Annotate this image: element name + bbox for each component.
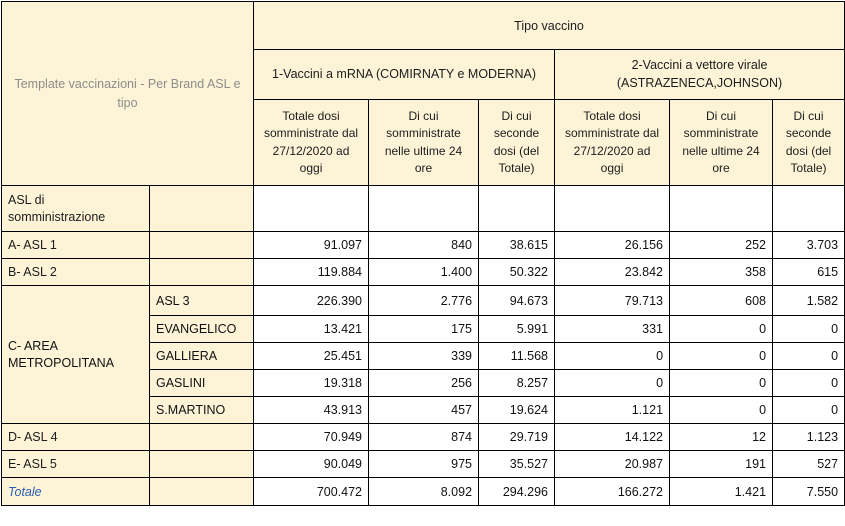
- section-blank-6: [773, 186, 845, 232]
- row-sublabel-evangelico: EVANGELICO: [150, 316, 254, 343]
- cell-smartino-mrna-24ore: 457: [369, 397, 479, 424]
- header-group-mrna: 1-Vaccini a mRNA (COMIRNATY e MODERNA): [254, 50, 555, 100]
- row-sublabel-asl5: [150, 451, 254, 478]
- cell-gaslini-virale-seconde: 0: [773, 370, 845, 397]
- cell-asl4-virale-seconde: 1.123: [773, 424, 845, 451]
- cell-smartino-mrna-seconde: 19.624: [479, 397, 555, 424]
- cell-asl3-mrna-seconde: 94.673: [479, 286, 555, 316]
- cell-asl5-mrna-totale: 90.049: [254, 451, 369, 478]
- cell-gaslini-virale-totale: 0: [555, 370, 670, 397]
- cell-asl1-virale-24ore: 252: [670, 232, 773, 259]
- row-sublabel-asl1: [150, 232, 254, 259]
- cell-smartino-virale-totale: 1.121: [555, 397, 670, 424]
- cell-asl5-virale-totale: 20.987: [555, 451, 670, 478]
- cell-asl4-mrna-24ore: 874: [369, 424, 479, 451]
- cell-asl2-virale-24ore: 358: [670, 259, 773, 286]
- cell-asl2-mrna-totale: 119.884: [254, 259, 369, 286]
- row-sublabel-totale: [150, 478, 254, 506]
- cell-asl2-mrna-seconde: 50.322: [479, 259, 555, 286]
- cell-smartino-virale-24ore: 0: [670, 397, 773, 424]
- section-blank-3: [479, 186, 555, 232]
- row-label-asl2: B- ASL 2: [2, 259, 150, 286]
- row-sublabel-asl2: [150, 259, 254, 286]
- section-blank-1: [254, 186, 369, 232]
- cell-totale-virale-totale: 166.272: [555, 478, 670, 506]
- section-label-asl-somministrazione: ASL di somministrazione: [2, 186, 150, 232]
- cell-evangelico-virale-24ore: 0: [670, 316, 773, 343]
- row-sublabel-asl3: ASL 3: [150, 286, 254, 316]
- cell-asl3-mrna-totale: 226.390: [254, 286, 369, 316]
- table-row-section-label: [2, 186, 845, 232]
- cell-galliera-mrna-seconde: 11.568: [479, 343, 555, 370]
- cell-asl1-virale-seconde: 3.703: [773, 232, 845, 259]
- cell-asl4-virale-24ore: 12: [670, 424, 773, 451]
- row-label-totale: Totale: [2, 478, 150, 506]
- row-label-asl4: D- ASL 4: [2, 424, 150, 451]
- cell-smartino-mrna-totale: 43.913: [254, 397, 369, 424]
- cell-galliera-virale-totale: 0: [555, 343, 670, 370]
- header-mrna-totale-dosi: Totale dosi somministrate dal 27/12/2020 ad oggi: [254, 100, 369, 186]
- section-blank-5: [670, 186, 773, 232]
- cell-evangelico-virale-seconde: 0: [773, 316, 845, 343]
- table-row-total: [2, 478, 845, 506]
- cell-asl2-virale-seconde: 615: [773, 259, 845, 286]
- table-corner-title: Template vaccinazioni - Per Brand ASL e tipo: [2, 2, 254, 186]
- cell-totale-mrna-24ore: 8.092: [369, 478, 479, 506]
- header-tipo-vaccino: Tipo vaccino: [254, 2, 845, 50]
- cell-totale-mrna-seconde: 294.296: [479, 478, 555, 506]
- row-label-area-metropolitana: C- AREA METROPOLITANA: [2, 286, 150, 424]
- table-row: [2, 424, 845, 451]
- cell-asl1-virale-totale: 26.156: [555, 232, 670, 259]
- table-row: [2, 451, 845, 478]
- cell-gaslini-mrna-24ore: 256: [369, 370, 479, 397]
- cell-asl5-virale-24ore: 191: [670, 451, 773, 478]
- cell-asl1-mrna-seconde: 38.615: [479, 232, 555, 259]
- section-blank-4: [555, 186, 670, 232]
- cell-galliera-virale-seconde: 0: [773, 343, 845, 370]
- row-sublabel-asl4: [150, 424, 254, 451]
- row-label-asl5: E- ASL 5: [2, 451, 150, 478]
- cell-asl4-mrna-totale: 70.949: [254, 424, 369, 451]
- cell-smartino-virale-seconde: 0: [773, 397, 845, 424]
- cell-asl4-virale-totale: 14.122: [555, 424, 670, 451]
- cell-asl3-virale-seconde: 1.582: [773, 286, 845, 316]
- spreadsheet-sheet: [0, 1, 845, 526]
- header-group-vettore-virale: 2-Vaccini a vettore virale (ASTRAZENECA,JOHNSON): [555, 50, 845, 100]
- cell-totale-virale-seconde: 7.550: [773, 478, 845, 506]
- table-header-row-top: [2, 2, 845, 50]
- cell-asl3-virale-24ore: 608: [670, 286, 773, 316]
- cell-asl5-mrna-seconde: 35.527: [479, 451, 555, 478]
- cell-evangelico-virale-totale: 331: [555, 316, 670, 343]
- row-sublabel-gaslini: GASLINI: [150, 370, 254, 397]
- header-virale-ultime-24-ore: Di cui somministrate nelle ultime 24 ore: [670, 100, 773, 186]
- header-virale-seconde-dosi: Di cui seconde dosi (del Totale): [773, 100, 845, 186]
- row-label-asl1: A- ASL 1: [2, 232, 150, 259]
- cell-asl2-mrna-24ore: 1.400: [369, 259, 479, 286]
- cell-gaslini-mrna-seconde: 8.257: [479, 370, 555, 397]
- cell-galliera-virale-24ore: 0: [670, 343, 773, 370]
- vaccination-table: [1, 1, 845, 506]
- section-blank-2: [369, 186, 479, 232]
- cell-evangelico-mrna-24ore: 175: [369, 316, 479, 343]
- cell-asl1-mrna-24ore: 840: [369, 232, 479, 259]
- cell-asl5-mrna-24ore: 975: [369, 451, 479, 478]
- cell-asl4-mrna-seconde: 29.719: [479, 424, 555, 451]
- header-mrna-ultime-24-ore: Di cui somministrate nelle ultime 24 ore: [369, 100, 479, 186]
- header-virale-totale-dosi: Totale dosi somministrate dal 27/12/2020 ad oggi: [555, 100, 670, 186]
- cell-asl2-virale-totale: 23.842: [555, 259, 670, 286]
- table-row: [2, 232, 845, 259]
- cell-gaslini-mrna-totale: 19.318: [254, 370, 369, 397]
- table-row: [2, 259, 845, 286]
- row-sublabel-smartino: S.MARTINO: [150, 397, 254, 424]
- cell-totale-mrna-totale: 700.472: [254, 478, 369, 506]
- cell-totale-virale-24ore: 1.421: [670, 478, 773, 506]
- cell-asl3-mrna-24ore: 2.776: [369, 286, 479, 316]
- cell-galliera-mrna-24ore: 339: [369, 343, 479, 370]
- cell-asl1-mrna-totale: 91.097: [254, 232, 369, 259]
- section-label-spacer: [150, 186, 254, 232]
- header-mrna-seconde-dosi: Di cui seconde dosi (del Totale): [479, 100, 555, 186]
- table-row: [2, 286, 845, 316]
- cell-evangelico-mrna-totale: 13.421: [254, 316, 369, 343]
- cell-asl3-virale-totale: 79.713: [555, 286, 670, 316]
- cell-evangelico-mrna-seconde: 5.991: [479, 316, 555, 343]
- cell-asl5-virale-seconde: 527: [773, 451, 845, 478]
- cell-galliera-mrna-totale: 25.451: [254, 343, 369, 370]
- row-sublabel-galliera: GALLIERA: [150, 343, 254, 370]
- cell-gaslini-virale-24ore: 0: [670, 370, 773, 397]
